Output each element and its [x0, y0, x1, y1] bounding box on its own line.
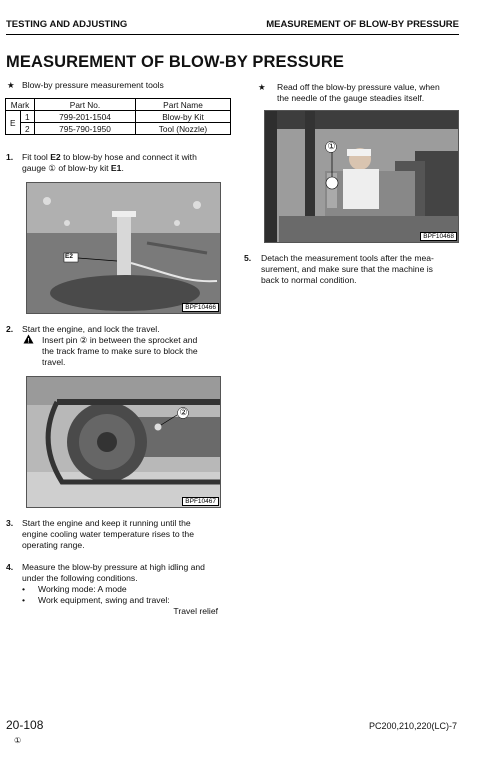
callout-pin: ②: [179, 407, 188, 417]
step-5-number: 5.: [244, 253, 252, 263]
part-number: 799-201-1504: [35, 111, 136, 123]
column-header: Mark: [6, 99, 35, 111]
condition-value: Travel relief: [173, 606, 218, 616]
reading-note: Read off the blow-by pressure value, when the needle of the gauge steadies itself.: [277, 82, 440, 104]
step-3-number: 3.: [6, 518, 14, 528]
figure-sprocket-pin-photo: [26, 376, 221, 508]
column-header: Part Name: [136, 99, 231, 111]
step-1-text: Fit tool E2 to blow-by hose and connect it with gauge ① of blow-by kit E1.: [22, 152, 197, 174]
condition-working-mode: Working mode: A mode: [38, 584, 127, 594]
table-header-row: [6, 99, 231, 111]
figure-id: BPF10468: [420, 232, 457, 241]
warning-icon: [23, 334, 34, 344]
callout-e2: E2: [65, 253, 73, 260]
bullet-icon: •: [22, 595, 26, 605]
tools-table: [5, 98, 231, 135]
step-3-text: Start the engine and keep it running until the engine cooling water temperature rises to the operating range.: [22, 518, 194, 551]
figure-id: BPF10466: [182, 303, 219, 312]
page-title: MEASUREMENT OF BLOW-BY PRESSURE: [6, 53, 344, 71]
row-number: 2: [20, 123, 35, 135]
part-name: Blow-by Kit: [136, 111, 231, 123]
tools-intro: Blow-by pressure measurement tools: [22, 80, 164, 90]
figure-id: BPF10467: [182, 497, 219, 506]
star-icon: ★: [7, 80, 15, 90]
table-row: [6, 111, 231, 123]
step-5-text: Detach the measurement tools after the mea- surement, and make sure that the machine is back to normal condition.: [261, 253, 434, 286]
part-number: 795-790-1950: [35, 123, 136, 135]
mark-cell: E: [6, 111, 21, 135]
condition-work-equipment: Work equipment, swing and travel:: [38, 595, 170, 605]
part-name: Tool (Nozzle): [136, 123, 231, 135]
svg-text:!: !: [27, 337, 30, 344]
model-designation: PC200,210,220(LC)-7: [368, 721, 457, 731]
star-icon: ★: [258, 82, 266, 92]
column-header: Part No.: [35, 99, 136, 111]
table-row: [6, 123, 231, 135]
bullet-icon: •: [22, 584, 26, 594]
step-2-text: Start the engine, and lock the travel.: [22, 324, 160, 334]
step-1-number: 1.: [6, 152, 14, 162]
row-number: 1: [20, 111, 35, 123]
step-2-number: 2.: [6, 324, 14, 334]
header-section: TESTING AND ADJUSTING: [6, 19, 128, 30]
running-header: [6, 18, 459, 35]
header-topic: MEASUREMENT OF BLOW-BY PRESSURE: [266, 19, 459, 30]
figure-operator-gauge-photo: [264, 110, 459, 243]
page-number: 20-108: [6, 718, 44, 732]
callout-gauge: ①: [327, 141, 336, 151]
step-2-warning: Insert pin ② in between the sprocket and the track frame to make sure to block the travel.: [42, 335, 198, 368]
revision-mark: ①: [14, 736, 22, 745]
figure-blowby-hose-photo: [26, 182, 221, 314]
step-4-number: 4.: [6, 562, 14, 572]
step-4-text: Measure the blow-by pressure at high idling and under the following conditions.: [22, 562, 205, 584]
